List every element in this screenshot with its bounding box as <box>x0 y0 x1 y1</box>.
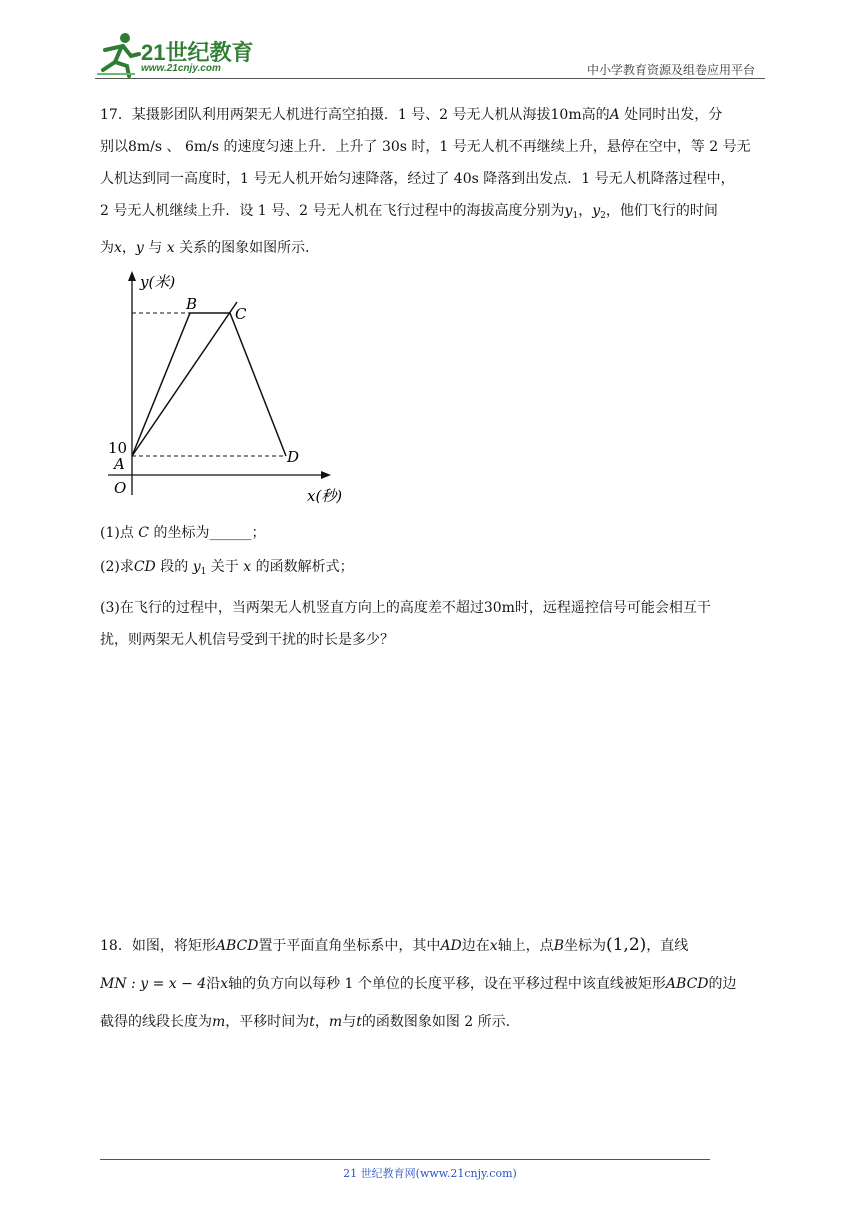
q17-item-3-line-1: (3)在飞行的过程中，当两架无人机竖直方向上的高度差不超过30m时，远程遥控信号可能会相互干 <box>100 600 711 616</box>
platform-title: 中小学教育资源及组卷应用平台 <box>586 63 755 77</box>
header-divider <box>95 78 765 79</box>
q17-line-1: 17．某摄影团队利用两架无人机进行高空拍摄．1 号、2 号无人机从海拔10m高的A 处同时出发，分 <box>100 107 723 123</box>
q18-line-1: 18．如图，将矩形ABCD置于平面直角坐标系中，其中AD边在x轴上，点B坐标为(1,2)，直线 <box>100 935 689 955</box>
q18-line-3: 截得的线段长度为m，平移时间为t，m与t的函数图象如图 2 所示． <box>100 1014 520 1030</box>
point-b-label: B <box>186 295 198 313</box>
drone-1-path <box>132 313 286 456</box>
page-header <box>95 30 765 80</box>
logo-url: www.21cnjy.com <box>141 63 221 74</box>
q17-line-5: 为x，y 与 x 关系的图象如图所示． <box>100 240 320 256</box>
point-c-label: C <box>235 305 247 323</box>
q17-item-2: (2)求CD 段的 $y_1$ 关于 x 的函数解析式； <box>100 559 354 577</box>
question-18 <box>100 926 762 1041</box>
q17-line-3: 人机达到同一高度时，1 号无人机开始匀速降落，经过了 40s 降落到出发点．1 号无人机降落过程中， <box>100 171 735 187</box>
x-axis-arrow-icon <box>321 471 331 479</box>
point-d-label: D <box>287 448 300 466</box>
site-logo <box>95 30 265 78</box>
q18-line-2: MN : y = x − 4沿x轴的负方向以每秒 1 个单位的长度平移，设在平移过程中该直线被矩形ABCD的边 <box>100 976 737 992</box>
y-axis-arrow-icon <box>128 271 136 281</box>
point-a-label: A <box>114 455 125 473</box>
x-axis-label: x(秒) <box>307 487 343 505</box>
q17-graph <box>100 265 360 510</box>
q17-item-3 <box>100 592 762 656</box>
q17-item-3-line-2: 扰，则两架无人机信号受到干扰的时长是多少？ <box>100 632 394 648</box>
footer-text: 21 世纪教育网(www.21cnjy.com) <box>343 1167 517 1180</box>
origin-label: O <box>114 479 127 497</box>
y-axis-label: y(米) <box>140 273 176 291</box>
q17-line-4: 2 号无人机继续上升．设 1 号、2 号无人机在飞行过程中的海拔高度分别为$y_1$，$y_2$，他们飞行的时间 <box>100 203 718 221</box>
question-17 <box>100 99 762 264</box>
logo-text: 21世纪教育 <box>141 40 254 65</box>
runner-logo-icon <box>95 30 141 78</box>
q17-line-2: 别以8m/s 、 6m/s 的速度匀速上升．上升了 30s 时，1 号无人机不再继续上升，悬停在空中，等 2 号无 <box>100 139 751 155</box>
tick-10-label: 10 <box>108 439 128 457</box>
footer-divider <box>100 1159 710 1160</box>
q17-item-1: (1)点 C 的坐标为______； <box>100 525 266 541</box>
